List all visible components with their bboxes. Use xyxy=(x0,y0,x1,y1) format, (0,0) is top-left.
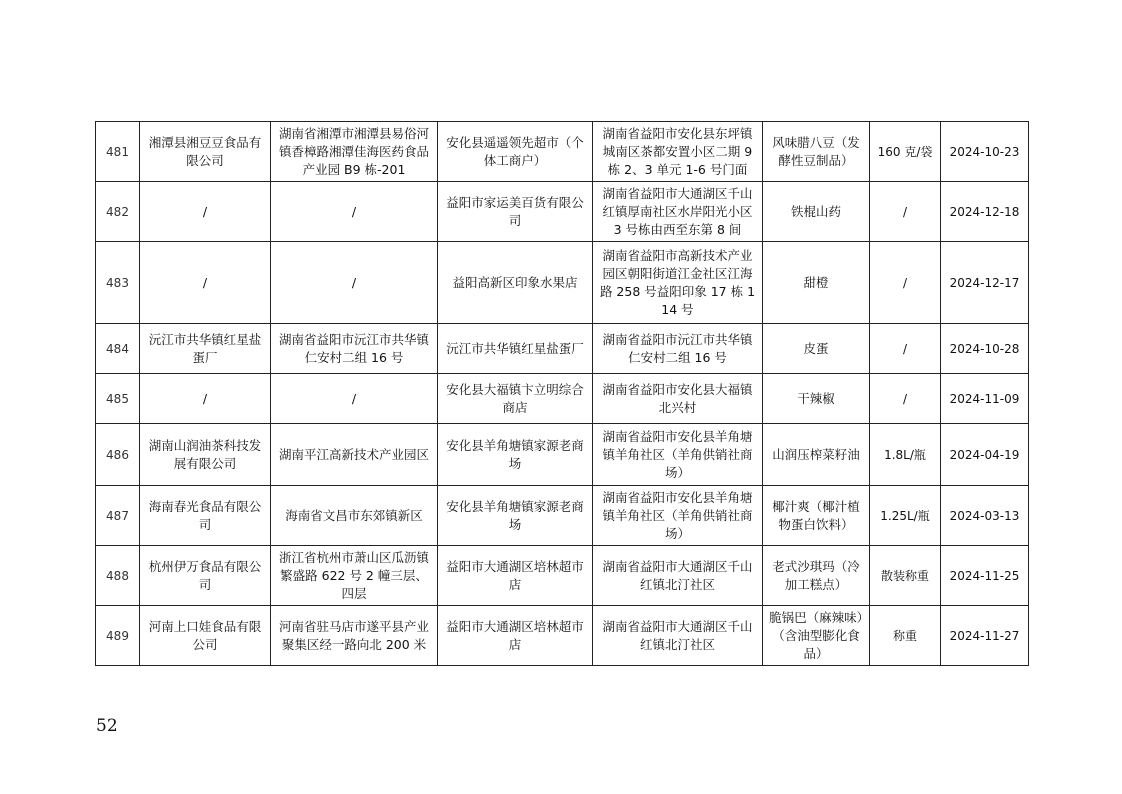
cell-producer-address: 浙江省杭州市萧山区瓜沥镇繁盛路 622 号 2 幢三层、四层 xyxy=(271,546,438,606)
cell-producer: 杭州伊万食品有限公司 xyxy=(140,546,271,606)
cell-number: 486 xyxy=(96,424,140,486)
cell-date: 2024-11-27 xyxy=(941,606,1029,666)
cell-date: 2024-10-23 xyxy=(941,122,1029,182)
cell-spec: 1.25L/瓶 xyxy=(870,486,941,546)
cell-product: 山润压榨菜籽油 xyxy=(763,424,870,486)
cell-product: 风味腊八豆（发酵性豆制品） xyxy=(763,122,870,182)
cell-producer: 河南上口娃食品有限公司 xyxy=(140,606,271,666)
cell-seller: 益阳市家运美百货有限公司 xyxy=(438,182,593,242)
table-body xyxy=(96,122,1029,666)
inspection-records-table xyxy=(95,121,1029,666)
cell-seller-address: 湖南省益阳市安化县东坪镇城南区茶都安置小区二期 9 栋 2、3 单元 1-6 号门面 xyxy=(593,122,763,182)
table-row xyxy=(96,242,1029,324)
cell-seller-address: 湖南省益阳市安化县羊角塘镇羊角社区（羊角供销社商场） xyxy=(593,486,763,546)
cell-date: 2024-04-19 xyxy=(941,424,1029,486)
cell-producer-address: / xyxy=(271,374,438,424)
cell-number: 488 xyxy=(96,546,140,606)
cell-product: 脆锅巴（麻辣味）（含油型膨化食品） xyxy=(763,606,870,666)
cell-date: 2024-11-09 xyxy=(941,374,1029,424)
cell-spec: / xyxy=(870,182,941,242)
table-row xyxy=(96,374,1029,424)
cell-seller: 安化县羊角塘镇家源老商场 xyxy=(438,424,593,486)
cell-product: 甜橙 xyxy=(763,242,870,324)
cell-producer: 海南春光食品有限公司 xyxy=(140,486,271,546)
table-row xyxy=(96,324,1029,374)
cell-number: 487 xyxy=(96,486,140,546)
cell-producer: 湖南山润油茶科技发展有限公司 xyxy=(140,424,271,486)
cell-product: 椰汁爽（椰汁植物蛋白饮料） xyxy=(763,486,870,546)
cell-product: 干辣椒 xyxy=(763,374,870,424)
cell-seller-address: 湖南省益阳市大通湖区千山红镇北汀社区 xyxy=(593,606,763,666)
cell-spec: / xyxy=(870,324,941,374)
cell-producer: / xyxy=(140,374,271,424)
cell-producer-address: 河南省驻马店市遂平县产业聚集区经一路向北 200 米 xyxy=(271,606,438,666)
cell-number: 485 xyxy=(96,374,140,424)
cell-date: 2024-12-17 xyxy=(941,242,1029,324)
cell-seller: 安化县遥遥领先超市（个体工商户） xyxy=(438,122,593,182)
cell-number: 481 xyxy=(96,122,140,182)
cell-producer-address: 湖南省湘潭市湘潭县易俗河镇香樟路湘潭佳海医药食品产业园 B9 栋-201 xyxy=(271,122,438,182)
cell-producer-address: / xyxy=(271,242,438,324)
cell-product: 皮蛋 xyxy=(763,324,870,374)
cell-producer: 湘潭县湘豆豆食品有限公司 xyxy=(140,122,271,182)
cell-seller: 益阳市大通湖区培林超市店 xyxy=(438,606,593,666)
cell-producer: / xyxy=(140,242,271,324)
cell-seller: 益阳市大通湖区培林超市店 xyxy=(438,546,593,606)
cell-seller-address: 湖南省益阳市高新技术产业园区朝阳街道江金社区江海路 258 号益阳印象 17 栋 114 号 xyxy=(593,242,763,324)
cell-seller-address: 湖南省益阳市大通湖区千山红镇厚南社区水岸阳光小区 3 号栋由西至东第 8 间 xyxy=(593,182,763,242)
table-row xyxy=(96,424,1029,486)
cell-number: 482 xyxy=(96,182,140,242)
cell-producer-address: 湖南省益阳市沅江市共华镇仁安村二组 16 号 xyxy=(271,324,438,374)
cell-spec: 160 克/袋 xyxy=(870,122,941,182)
table-row xyxy=(96,486,1029,546)
cell-number: 483 xyxy=(96,242,140,324)
cell-seller-address: 湖南省益阳市安化县羊角塘镇羊角社区（羊角供销社商场） xyxy=(593,424,763,486)
cell-date: 2024-11-25 xyxy=(941,546,1029,606)
cell-spec: 称重 xyxy=(870,606,941,666)
cell-producer-address: 湖南平江高新技术产业园区 xyxy=(271,424,438,486)
cell-spec: / xyxy=(870,374,941,424)
cell-producer-address: 海南省文昌市东郊镇新区 xyxy=(271,486,438,546)
page-number: 52 xyxy=(96,716,118,736)
cell-seller: 安化县大福镇卞立明综合商店 xyxy=(438,374,593,424)
cell-date: 2024-12-18 xyxy=(941,182,1029,242)
cell-seller-address: 湖南省益阳市大通湖区千山红镇北汀社区 xyxy=(593,546,763,606)
cell-producer-address: / xyxy=(271,182,438,242)
cell-spec: 1.8L/瓶 xyxy=(870,424,941,486)
table-row xyxy=(96,606,1029,666)
cell-product: 老式沙琪玛（冷加工糕点） xyxy=(763,546,870,606)
cell-date: 2024-10-28 xyxy=(941,324,1029,374)
table-row xyxy=(96,546,1029,606)
cell-seller: 安化县羊角塘镇家源老商场 xyxy=(438,486,593,546)
cell-number: 484 xyxy=(96,324,140,374)
table-row xyxy=(96,182,1029,242)
cell-spec: / xyxy=(870,242,941,324)
cell-date: 2024-03-13 xyxy=(941,486,1029,546)
cell-seller-address: 湖南省益阳市安化县大福镇北兴村 xyxy=(593,374,763,424)
cell-number: 489 xyxy=(96,606,140,666)
table-row xyxy=(96,122,1029,182)
cell-seller: 益阳高新区印象水果店 xyxy=(438,242,593,324)
cell-seller-address: 湖南省益阳市沅江市共华镇仁安村二组 16 号 xyxy=(593,324,763,374)
cell-producer: / xyxy=(140,182,271,242)
cell-producer: 沅江市共华镇红星盐蛋厂 xyxy=(140,324,271,374)
cell-product: 铁棍山药 xyxy=(763,182,870,242)
cell-seller: 沅江市共华镇红星盐蛋厂 xyxy=(438,324,593,374)
cell-spec: 散装称重 xyxy=(870,546,941,606)
